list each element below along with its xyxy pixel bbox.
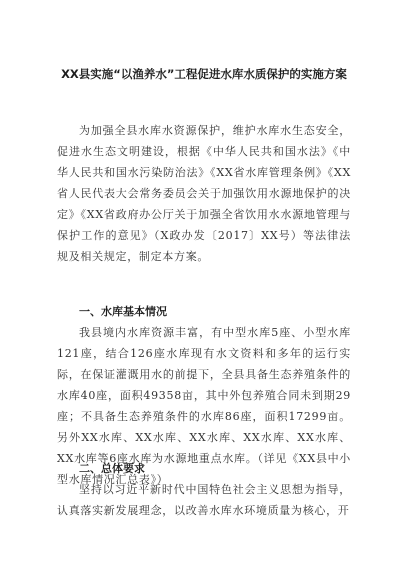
intro-paragraph: 为加强全县水库水资源保护，维护水库水生态安全，促进水生态文明建设，根据《中华人民共和国水法》《中华人民共和国水污染防治法》《XX省水库管理条例》《XX省人民代表大会常务委员会关于加强饮用水源地保护的决定》《XX省政府办公厅关于加强全省饮用水水源地管理与保护工作的意见》（X政办发〔2017〕XX号）等法律法规及相关规定，制定本方案。 [57,124,351,263]
document-title: XX县实施“以渔养水”工程促进水库水质保护的实施方案 [61,67,347,81]
section-paragraph-reservoir-overview: 我县境内水库资源丰富，有中型水库5座、小型水库121座，结合126座水库现有水文资料和多年的运行实际，在保证灌溉用水的前提下，全县具备生态养殖条件的水库40座，面积49358亩，其中外包养殖合同未到期29座；不具备生态养殖条件的水库86座，面积17299亩。另外XX水库、XX水库、XX水库、XX水库、XX水库、XX水库等6座水库为水源地重点水库。（详见《XX县中小型水库情况汇总表》） [57,326,351,486]
section-paragraph-general-requirements: 坚持以习近平新时代中国特色社会主义思想为指导，认真落实新发展理念，以改善水库水环境质量为核心，开 [57,483,351,517]
section-heading-general-requirements: 二、总体要求 [79,462,145,475]
section-heading-reservoir-overview: 一、水库基本情况 [79,305,167,318]
